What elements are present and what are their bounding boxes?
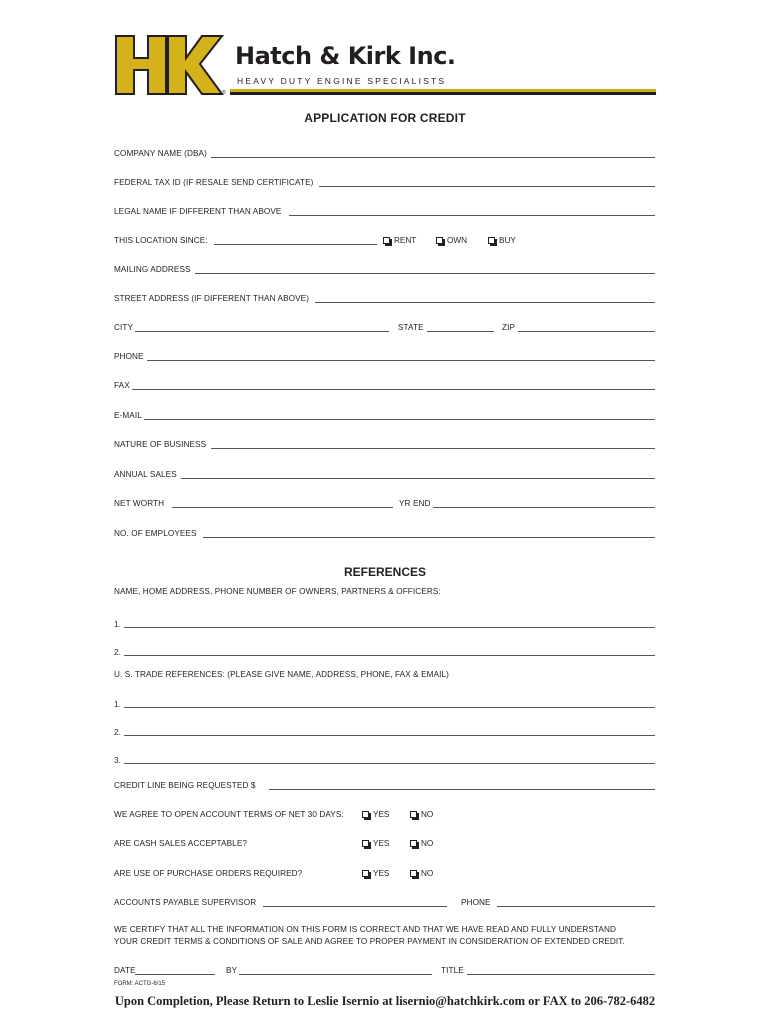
credit-line-label: CREDIT LINE BEING REQUESTED $: [114, 781, 256, 790]
own-label: OWN: [447, 236, 468, 245]
rent-option[interactable]: [383, 236, 416, 246]
net30-yes-checkbox[interactable]: [362, 811, 369, 818]
title-label: TITLE: [441, 966, 464, 975]
net-worth-label: NET WORTH: [114, 499, 165, 508]
location-since-field[interactable]: [214, 244, 377, 245]
buy-option[interactable]: [488, 236, 516, 246]
street-address-field[interactable]: [315, 302, 655, 303]
yr-end-field[interactable]: [433, 507, 655, 508]
own-option[interactable]: [436, 236, 467, 246]
employees-field[interactable]: [203, 537, 655, 538]
employees-label: NO. OF EMPLOYEES: [114, 529, 197, 538]
registered-mark: ®: [222, 90, 226, 96]
trade-references-label: U. S. TRADE REFERENCES: (PLEASE GIVE NAME, ADDRESS, PHONE, FAX & EMAIL): [114, 670, 449, 679]
company-tagline: HEAVY DUTY ENGINE SPECIALISTS: [237, 76, 447, 86]
federal-tax-label: FEDERAL TAX ID (IF RESALE SEND CERTIFICATE): [114, 178, 314, 187]
certify-line-1: WE CERTIFY THAT ALL THE INFORMATION ON THIS FORM IS CORRECT AND THAT WE HAVE READ AND FULLY UNDERSTAND: [114, 925, 616, 934]
zip-field[interactable]: [518, 331, 655, 332]
rent-checkbox[interactable]: [383, 237, 390, 244]
annual-sales-label: ANNUAL SALES: [114, 470, 177, 479]
zip-label: ZIP: [502, 323, 516, 332]
trade-1-number: 1.: [114, 700, 122, 709]
purchase-orders-label: ARE USE OF PURCHASE ORDERS REQUIRED?: [114, 869, 303, 878]
company-name-field[interactable]: [211, 157, 655, 158]
date-label: DATE: [114, 966, 136, 975]
po-no-label: NO: [421, 869, 434, 878]
ap-supervisor-field[interactable]: [263, 906, 447, 907]
fax-label: FAX: [114, 381, 130, 390]
trade-1-field[interactable]: [124, 707, 655, 708]
cash-sales-label: ARE CASH SALES ACCEPTABLE?: [114, 839, 248, 848]
return-instructions: Upon Completion, Please Return to Leslie Isernio at lisernio@hatchkirk.com or FAX to 206-782-6482: [114, 994, 656, 1008]
nature-of-business-label: NATURE OF BUSINESS: [114, 440, 207, 449]
owner-2-number: 2.: [114, 648, 122, 657]
legal-name-label: LEGAL NAME IF DIFFERENT THAN ABOVE: [114, 207, 282, 216]
nature-of-business-field[interactable]: [211, 448, 655, 449]
net30-yes-label: YES: [373, 810, 390, 819]
trade-3-field[interactable]: [124, 763, 655, 764]
owner-1-number: 1.: [114, 620, 122, 629]
cash-yes-label: YES: [373, 839, 390, 848]
trade-2-field[interactable]: [124, 735, 655, 736]
trade-2-number: 2.: [114, 728, 122, 737]
email-label: E-MAIL: [114, 411, 142, 420]
cash-yes-option[interactable]: [362, 839, 389, 849]
trade-3-number: 3.: [114, 756, 122, 765]
street-address-label: STREET ADDRESS (IF DIFFERENT THAN ABOVE): [114, 294, 310, 303]
company-name: Hatch & Kirk Inc.: [235, 42, 456, 70]
ap-supervisor-label: ACCOUNTS PAYABLE SUPERVISOR: [114, 898, 257, 907]
po-no-option[interactable]: [410, 869, 433, 879]
mailing-address-field[interactable]: [195, 273, 655, 274]
state-label: STATE: [398, 323, 424, 332]
references-heading: REFERENCES: [343, 565, 426, 579]
ap-phone-field[interactable]: [497, 906, 655, 907]
fax-field[interactable]: [132, 389, 655, 390]
federal-tax-field[interactable]: [319, 186, 655, 187]
city-field[interactable]: [135, 331, 389, 332]
certify-line-2: YOUR CREDIT TERMS & CONDITIONS OF SALE AND AGREE TO PROPER PAYMENT IN CONSIDERATION OF EXTENDED CREDIT.: [114, 937, 625, 946]
legal-name-field[interactable]: [289, 215, 655, 216]
company-name-label: COMPANY NAME (DBA): [114, 149, 207, 158]
city-label: CITY: [114, 323, 134, 332]
rent-label: RENT: [394, 236, 417, 245]
buy-checkbox[interactable]: [488, 237, 495, 244]
net30-no-checkbox[interactable]: [410, 811, 417, 818]
form-number: FORM: ACTG-6/15: [114, 981, 166, 987]
owners-label: NAME, HOME ADDRESS, PHONE NUMBER OF OWNERS, PARTNERS & OFFICERS:: [114, 587, 441, 596]
buy-label: BUY: [499, 236, 516, 245]
title-field[interactable]: [467, 974, 655, 975]
date-field[interactable]: [135, 974, 215, 975]
mailing-address-label: MAILING ADDRESS: [114, 265, 191, 274]
ap-phone-label: PHONE: [461, 898, 491, 907]
cash-no-label: NO: [421, 839, 434, 848]
brand-rule-dark: [230, 92, 656, 95]
cash-no-option[interactable]: [410, 839, 433, 849]
credit-line-field[interactable]: [269, 789, 655, 790]
hk-logo-mark: [114, 34, 224, 96]
net-worth-field[interactable]: [172, 507, 393, 508]
po-no-checkbox[interactable]: [410, 870, 417, 877]
cash-yes-checkbox[interactable]: [362, 840, 369, 847]
po-yes-label: YES: [373, 869, 390, 878]
state-field[interactable]: [427, 331, 494, 332]
email-field[interactable]: [144, 419, 655, 420]
location-since-label: THIS LOCATION SINCE:: [114, 236, 208, 245]
annual-sales-field[interactable]: [181, 478, 655, 479]
by-label: BY: [226, 966, 238, 975]
yr-end-label: YR END: [399, 499, 431, 508]
phone-field[interactable]: [147, 360, 655, 361]
net30-no-option[interactable]: [410, 810, 433, 820]
po-yes-option[interactable]: [362, 869, 389, 879]
cash-no-checkbox[interactable]: [410, 840, 417, 847]
form-title: APPLICATION FOR CREDIT: [304, 111, 466, 125]
own-checkbox[interactable]: [436, 237, 443, 244]
net30-no-label: NO: [421, 810, 434, 819]
phone-label: PHONE: [114, 352, 144, 361]
net30-yes-option[interactable]: [362, 810, 389, 820]
owner-1-field[interactable]: [124, 627, 655, 628]
net30-label: WE AGREE TO OPEN ACCOUNT TERMS OF NET 30 DAYS:: [114, 810, 344, 819]
by-field[interactable]: [239, 974, 432, 975]
po-yes-checkbox[interactable]: [362, 870, 369, 877]
owner-2-field[interactable]: [124, 655, 655, 656]
